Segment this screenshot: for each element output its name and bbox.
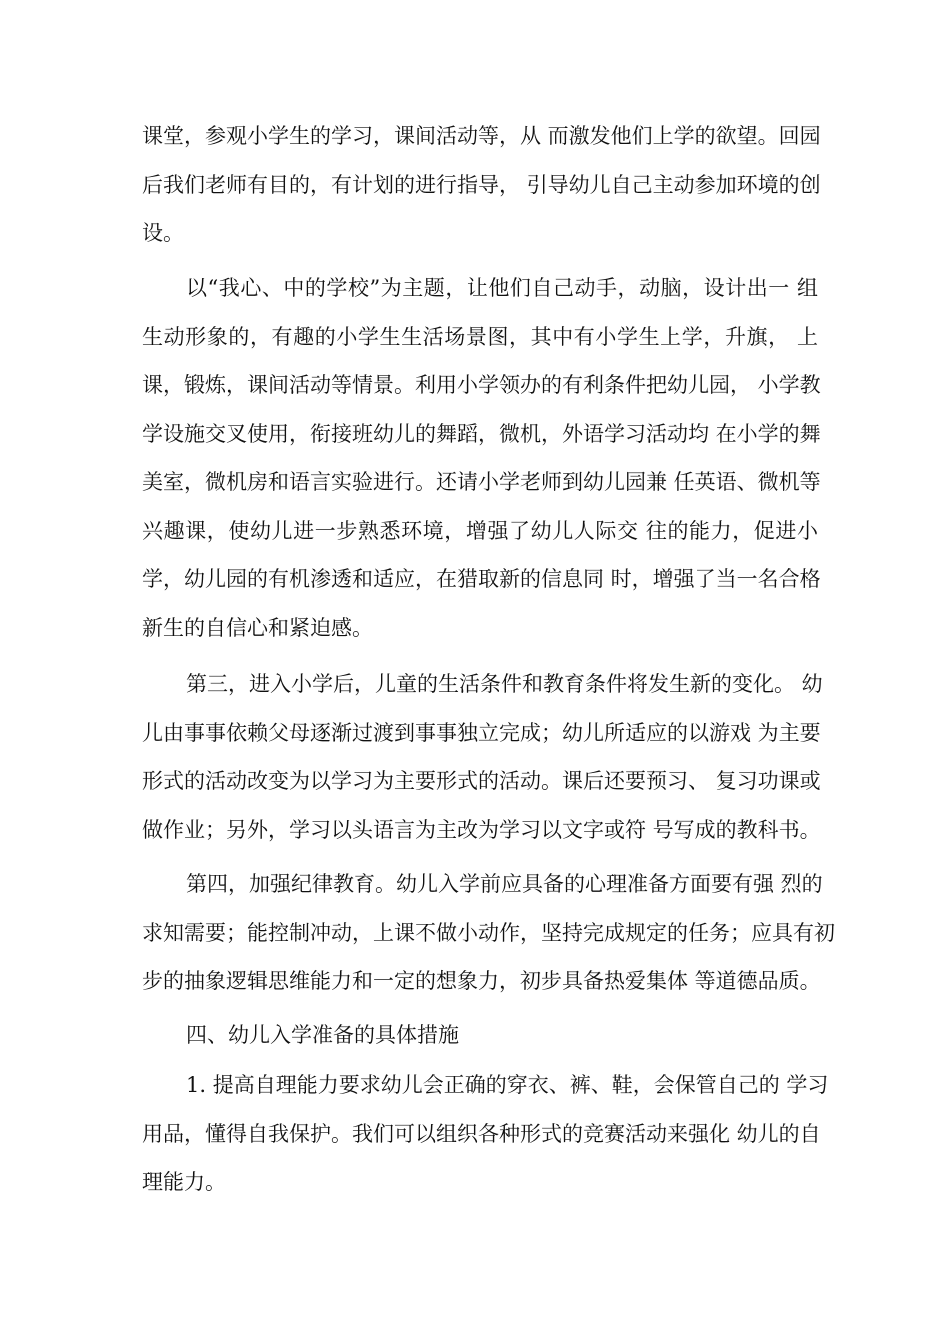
paragraph-line: 美室，微机房和语言实验进行。还请小学老师到幼儿园兼 任英语、微机等 xyxy=(142,470,821,494)
paragraph xyxy=(142,264,821,652)
paragraph-line: 第三，进入小学后，儿童的生活条件和教育条件将发生新的变化。 幼 xyxy=(186,672,823,696)
paragraph-line: 兴趣课，使幼儿进一步熟悉环境，增强了幼儿人际交 往的能力，促进小 xyxy=(142,518,818,543)
paragraph-line: 后我们老师有目的，有计划的进行指导， 引导幼儿自己主动参加环境的创 xyxy=(142,172,821,197)
paragraph-line: 课，锻炼，课间活动等情景。利用小学领办的有利条件把幼儿园， 小学教 xyxy=(142,373,821,397)
paragraph xyxy=(142,1061,829,1207)
paragraph-line: 学，幼儿园的有机渗透和适应，在猎取新的信息同 时，增强了当一名合格 xyxy=(142,567,821,591)
paragraph-line: 生动形象的，有趣的小学生生活场景图，其中有小学生上学，升旗， 上 xyxy=(142,324,818,349)
paragraph-line: 第四，加强纪律教育。幼儿入学前应具备的心理准备方面要有强 烈的 xyxy=(186,872,823,896)
paragraph-line: 学设施交叉使用，衔接班幼儿的舞蹈，微机，外语学习活动均 在小学的舞 xyxy=(142,421,821,446)
paragraph-line: 用品，懂得自我保护。我们可以组织各种形式的竞赛活动来强化 幼儿的自 xyxy=(142,1121,821,1146)
paragraph xyxy=(142,112,821,258)
paragraph xyxy=(142,860,835,1006)
paragraph-line: 求知需要；能控制冲动，上课不做小动作，坚持完成规定的任务；应具有初 xyxy=(142,920,835,945)
section-heading xyxy=(142,1011,818,1060)
section-heading-text: 四、幼儿入学准备的具体措施 xyxy=(186,1023,459,1047)
paragraph-line: 1. 提高自理能力要求幼儿会正确的穿衣、裤、鞋，会保管自己的 学习 xyxy=(186,1073,829,1097)
paragraph-line: 步的抽象逻辑思维能力和一定的想象力，初步具备热爱集体 等道德品质。 xyxy=(142,969,821,993)
paragraph-line: 课堂，参观小学生的学习，课间活动等，从 而激发他们上学的欲望。回园 xyxy=(142,124,821,148)
paragraph-line: 儿由事事依赖父母逐渐过渡到事事独立完成；幼儿所适应的以游戏 为主要 xyxy=(142,720,821,745)
paragraph-line: 新生的自信心和紧迫感。 xyxy=(142,615,373,640)
paragraph-line: 做作业；另外，学习以头语言为主改为学习以文字或符 号写成的教科书。 xyxy=(142,817,821,842)
paragraph xyxy=(142,660,823,854)
paragraph-line: 理能力。 xyxy=(142,1170,226,1194)
paragraph-line: 形式的活动改变为以学习为主要形式的活动。课后还要预习、 复习功课或 xyxy=(142,769,821,793)
paragraph-line: 设。 xyxy=(142,221,184,245)
paragraph-line: 以“我心、中的学校”为主题，让他们自己动手，动脑，设计出一 组 xyxy=(186,276,818,300)
